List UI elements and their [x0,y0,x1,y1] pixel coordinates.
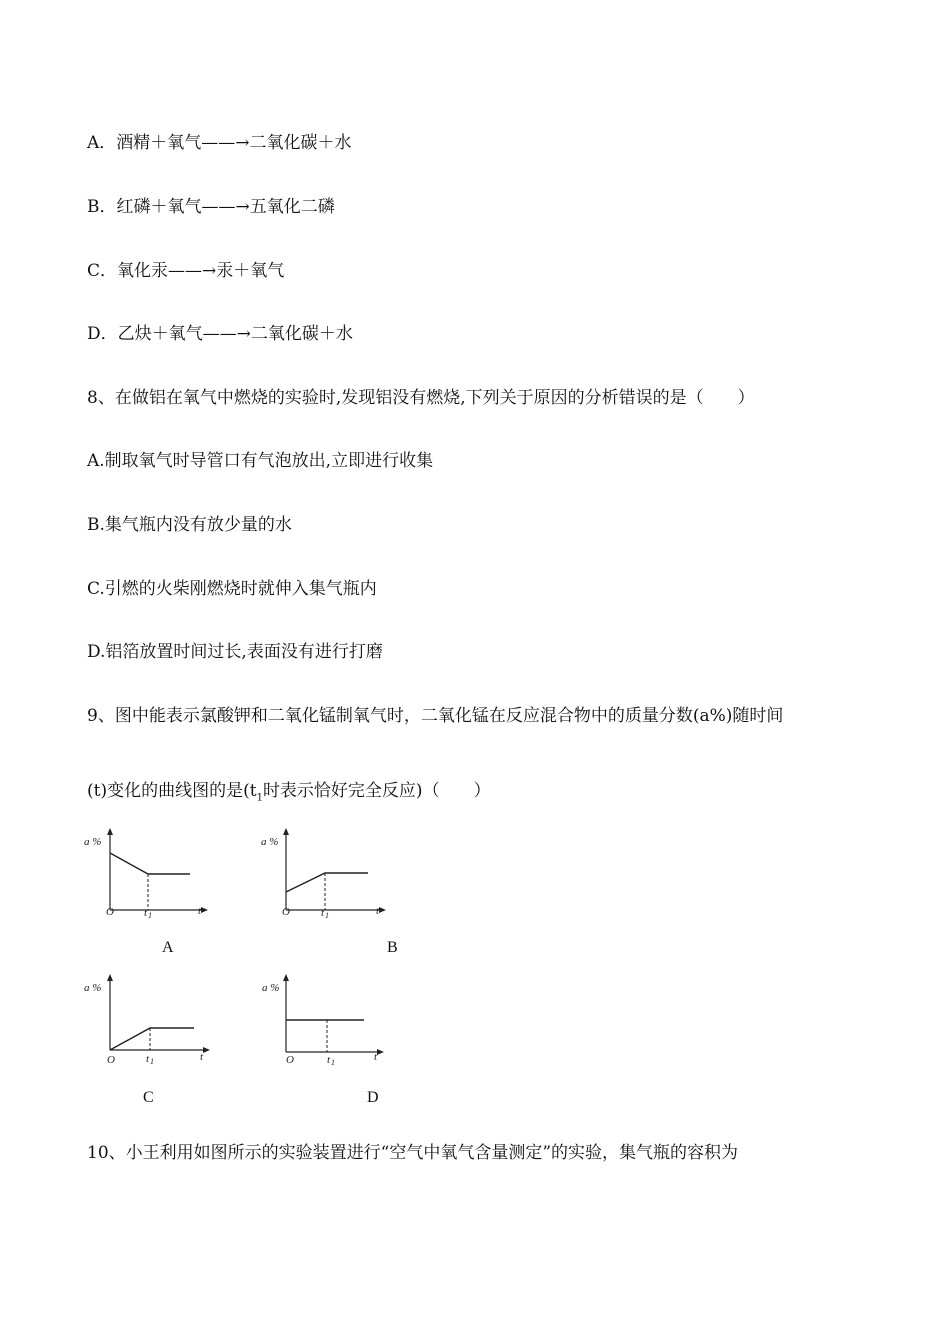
q8-option-c: C.引燃的火柴刚燃烧时就伸入集气瓶内 [87,579,377,599]
q9-stem-line1: 9、图中能表示氯酸钾和二氧化锰制氧气时，二氧化锰在反应混合物中的质量分数(a%)随时间 [87,706,784,726]
graph-c-label: C [143,1089,154,1106]
graph-a-y-label: a % [84,836,102,848]
q8-stem: 8、在做铝在氧气中燃烧的实验时,发现铝没有燃烧,下列关于原因的分析错误的是（ ） [87,388,755,408]
graph-b [260,826,390,926]
q8-option-b: B.集气瓶内没有放少量的水 [87,515,292,535]
q7-option-b: B．红磷＋氧气——→五氧化二磷 [87,197,335,217]
q8-option-d: D.铝箔放置时间过长,表面没有进行打磨 [87,642,383,662]
graph-d-x-label: t [374,1051,378,1063]
graph-c-t1: t [146,1053,150,1065]
graph-d-label: D [367,1089,379,1106]
graph-a-x-label: t [198,905,202,917]
graph-b-y-label: a % [261,836,279,848]
graph-d [260,972,390,1072]
graph-c-y-label: a % [84,982,102,994]
q7-option-d: D．乙炔＋氧气——→二氧化碳＋水 [87,324,353,344]
graph-c-t1-sub: 1 [150,1057,154,1066]
graph-d-t1: t [327,1054,331,1066]
graph-b-label: B [387,939,398,956]
graph-c [84,972,214,1072]
graph-b-x-label: t [376,905,380,917]
graph-b-origin: O [282,906,290,918]
graph-d-y-label: a % [262,982,280,994]
graph-c-origin: O [107,1054,115,1066]
q9-stem-line2: (t)变化的曲线图的是($t_1$时表示恰好完全反应)（ ） [87,781,491,804]
graph-a-label: A [162,939,174,956]
q10-stem: 10、小王利用如图所示的实验装置进行“空气中氧气含量测定”的实验，集气瓶的容积为 [87,1143,739,1163]
graph-c-x-label: t [200,1051,204,1063]
graph-d-t1-sub: 1 [331,1058,335,1067]
graph-a-t1-sub: 1 [148,911,152,920]
graph-a-t1: t [144,907,148,919]
graph-d-origin: O [286,1054,294,1066]
q7-option-c: C．氧化汞——→汞＋氧气 [87,261,285,281]
graph-a-origin: O [106,906,114,918]
q8-option-a: A.制取氧气时导管口有气泡放出,立即进行收集 [87,451,434,471]
graph-b-t1-sub: 1 [325,911,329,920]
graph-b-t1: t [321,907,325,919]
graph-a [84,826,214,926]
q7-option-a: A．酒精＋氧气——→二氧化碳＋水 [87,133,352,153]
